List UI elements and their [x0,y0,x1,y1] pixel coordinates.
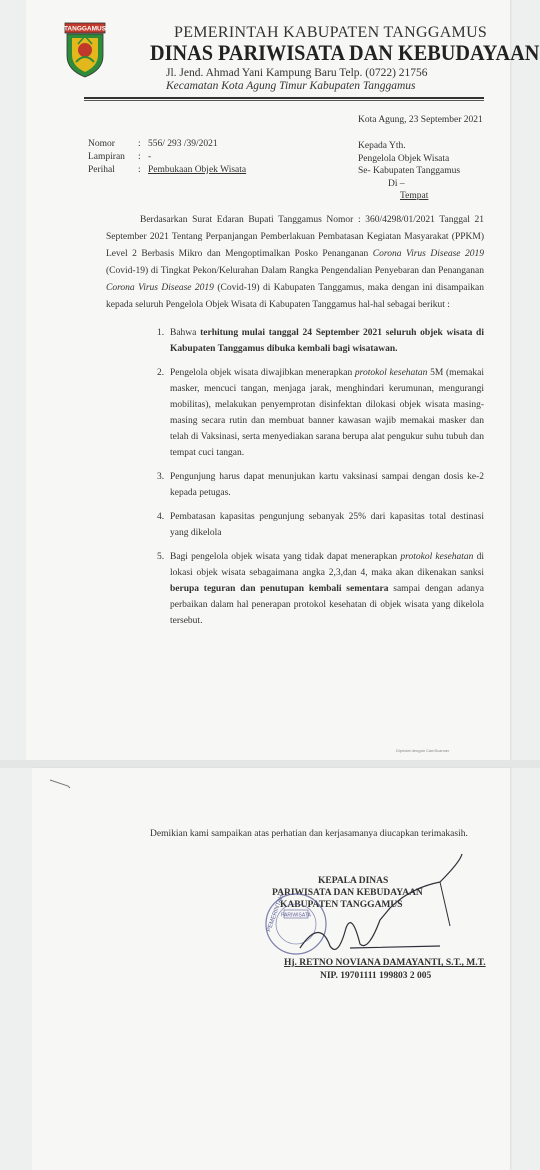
letterhead-address: Jl. Jend. Ahmad Yani Kampung Baru Telp. (0722) 21756 [166,67,428,79]
recipient-line: Pengelola Objek Wisata [358,153,450,164]
meta-label-lampiran: Lampiran [88,152,125,162]
points-list [157,325,485,637]
list-item [157,549,485,629]
signatory-name: Hj. RETNO NOVIANA DAMAYANTI, S.T., M.T. [284,958,486,968]
item-text: Bagi pengelola objek wisata yang tidak dapat menerapkan [170,552,401,562]
intro-text: (Covid-19) di Kabupaten Tanggamus, maka dengan ini disampaikan kepada seluruh Pengelola Objek Wisata di Kabupaten Tanggamus hal-hal sebagai berikut : [106,283,484,310]
intro-italic: Corona Virus Disease 2019 [372,249,485,259]
list-item [157,509,484,541]
meta-colon: : [138,165,141,175]
stamp-ring-text: PEMERINTAH [266,894,286,933]
list-item [157,325,484,357]
list-item [157,469,484,501]
signature-title-2: PARIWISATA DAN KEBUDAYAAN [272,888,423,898]
meta-value-lampiran: - [148,152,152,162]
pen-mark-icon [48,776,72,790]
item-bold: terhitung mulai tanggal 24 September 2021 seluruh objek wisata di Kabupaten Tanggamus dibuka kembali bagi wisatawan. [170,328,484,354]
item-text: Bahwa [170,328,201,338]
letterhead-government: PEMERINTAH KABUPATEN TANGGAMUS [174,24,488,41]
recipient-line: Kepada Yth. [358,141,406,151]
letter-page-1 [26,0,540,760]
page-separator [0,760,540,768]
item-text: di lokasi objek wisata sebagaimana angka 2,3,dan 4, maka akan dikenakan sanksi [170,552,485,578]
item-text: Pengunjung harus dapat menunjukan kartu vaksinasi sampai dengan dosis ke-2 kepada petugas. [170,472,484,498]
letterhead-district: Kecamatan Kota Agung Timur Kabupaten Tanggamus [166,80,416,92]
item-number: 3. [157,472,165,482]
item-number: 2. [157,368,165,378]
stamp-inner-text: PARIWISATA [281,912,311,919]
item-text: 5M (memakai masker, mencuci tangan, menjaga jarak, menghindari kerumunan, mengurangi mobilitas), melakukan penyemprotan disinfektan dilokasi objek wisata masing-masing secara rutin dan membuat banner kawasan wajib memakai masker dan telah di Vaksinasi, serta menyediakan sarana berupa alat pengukur suhu tubuh dan tempat cuci tangan. [170,368,484,458]
meta-colon: : [138,152,141,162]
item-italic: protokol kesehatan [354,368,428,378]
letterhead-rule-thick [84,97,484,99]
intro-text: Berdasarkan Surat Edaran Bupati Tanggamus Nomor : 360/4298/01/2021 Tanggal 21 September 2021 Tentang Perpanjangan Pemberlakuan Pembatasan Kegiatan Masyarakat (PPKM) Level 2 Berbasis Mikro dan Mengoptimalkan Posko Penanganan [106,215,484,259]
letterhead-rule-thin [84,100,484,101]
item-italic: protokol kesehatan [400,552,474,562]
recipient-line: Di – [388,178,405,189]
letter-page-2 [32,768,510,1170]
item-text: Pengelola objek wisata diwajibkan menerapkan [170,368,355,378]
closing-paragraph [120,824,502,844]
closing-text: Demikian kami sampaikan atas perhatian dan kerjasamanya diucapkan terimakasih. [150,829,468,839]
signatory-nip: NIP. 19701111 199803 2 005 [320,971,432,981]
meta-label-perihal: Perihal [88,165,115,175]
scanner-watermark: Dipindai dengan CamScanner [396,748,450,753]
letter-date: Kota Agung, 23 September 2021 [358,115,483,125]
signature-title-1: KEPALA DINAS [318,876,389,886]
recipient-place: Tempat [400,191,429,201]
list-item [157,365,484,461]
signature-title-3: KABUPATEN TANGGAMUS [280,900,403,910]
item-bold: berupa teguran dan penutupan kembali sementara [170,584,389,594]
item-number: 5. [157,552,165,562]
meta-value-perihal: Pembukaan Objek Wisata [148,165,247,175]
intro-italic: Corona Virus Disease 2019 [106,283,214,293]
intro-text: (Covid-19) di Tingkat Pekon/Kelurahan Dalam Rangka Pengendalian Penyebaran dan Penanganan [106,266,484,276]
item-number: 1. [157,328,165,338]
recipient-line: Se- Kabupaten Tanggamus [358,166,461,176]
intro-paragraph [106,212,484,314]
recipient-block [358,140,460,190]
meta-colon: : [138,139,141,149]
tanggamus-logo-icon [64,22,106,78]
meta-value-nomor: 556/ 293 /39/2021 [148,139,218,149]
letterhead-department: DINAS PARIWISATA DAN KEBUDAYAAN [150,40,540,65]
meta-label-nomor: Nomor [88,139,115,149]
item-text: Pembatasan kapasitas pengunjung sebanyak 25% dari kapasitas total destinasi yang dikelola [170,512,484,538]
item-number: 4. [157,512,165,522]
item-text: sampai dengan adanya perbaikan dalam hal penerapan protokol kesehatan di objek wisata yang dikelola tersebut. [170,584,484,626]
logo-text: TANGGAMUS [64,25,106,33]
